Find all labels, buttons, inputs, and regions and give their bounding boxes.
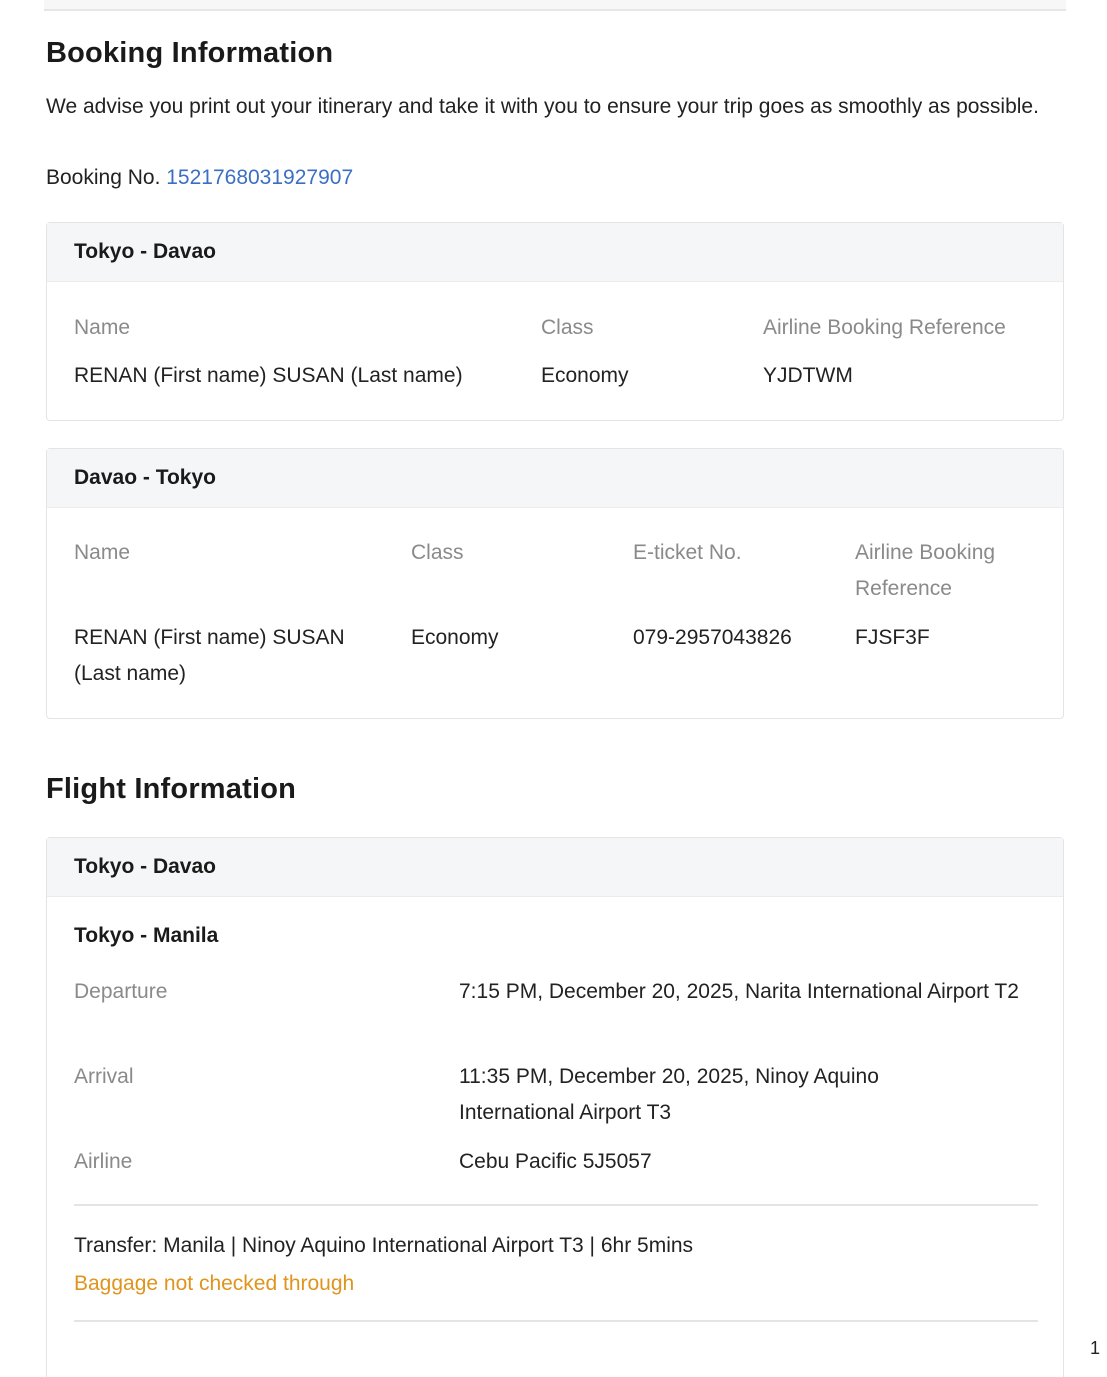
class-label: Class xyxy=(411,541,464,564)
card-route-title: Tokyo - Davao xyxy=(47,223,1063,282)
booking-number-label: Booking No. xyxy=(46,166,161,189)
booking-information-heading: Booking Information xyxy=(46,37,334,69)
print-advice-text: We advise you print out your itinerary and take it with you to ensure your trip goes as smoothly as possible. xyxy=(46,95,1039,118)
cabin-class: Economy xyxy=(411,626,499,649)
booking-card-davao-tokyo xyxy=(46,448,1064,719)
class-label: Class xyxy=(541,316,594,339)
name-label: Name xyxy=(74,316,131,339)
transfer-info: Transfer: Manila | Ninoy Aquino International Airport T3 | 6hr 5mins xyxy=(74,1234,694,1257)
flight-card-tokyo-davao xyxy=(46,837,1064,1377)
transfer-divider xyxy=(74,1320,1038,1322)
card-route-title: Davao - Tokyo xyxy=(47,449,1063,508)
departure-value: 7:15 PM, December 20, 2025, Narita International Airport T2 xyxy=(459,980,1019,1003)
booking-number-link[interactable]: 1521768031927907 xyxy=(166,166,354,189)
flight-information-heading: Flight Information xyxy=(46,773,297,805)
eticket-label: E-ticket No. xyxy=(633,541,742,564)
passenger-name: RENAN (First name) SUSAN (Last name) xyxy=(74,364,463,387)
top-divider xyxy=(44,0,1066,11)
airline-label: Airline xyxy=(74,1150,133,1173)
booking-number-line xyxy=(46,160,353,196)
segment-title: Tokyo - Manila xyxy=(74,924,219,947)
airline-booking-reference: FJSF3F xyxy=(855,626,930,649)
booking-card-tokyo-davao xyxy=(46,222,1064,421)
airline-booking-reference-label: Airline Booking Reference xyxy=(763,316,1006,339)
arrival-value: 11:35 PM, December 20, 2025, Ninoy Aquino International Airport T3 xyxy=(459,1065,879,1124)
cabin-class: Economy xyxy=(541,364,629,387)
segment-divider xyxy=(74,1204,1038,1206)
airline-value: Cebu Pacific 5J5057 xyxy=(459,1150,652,1173)
eticket-number: 079-2957043826 xyxy=(633,626,792,649)
baggage-warning: Baggage not checked through xyxy=(74,1272,355,1295)
page-number: 1 xyxy=(1089,1338,1100,1358)
departure-label: Departure xyxy=(74,980,168,1003)
card-route-title: Tokyo - Davao xyxy=(47,838,1063,897)
arrival-label: Arrival xyxy=(74,1065,134,1088)
name-label: Name xyxy=(74,541,131,564)
airline-booking-reference: YJDTWM xyxy=(763,364,853,387)
passenger-name: RENAN (First name) SUSAN (Last name) xyxy=(74,626,345,685)
airline-booking-reference-label: Airline Booking Reference xyxy=(855,541,996,600)
